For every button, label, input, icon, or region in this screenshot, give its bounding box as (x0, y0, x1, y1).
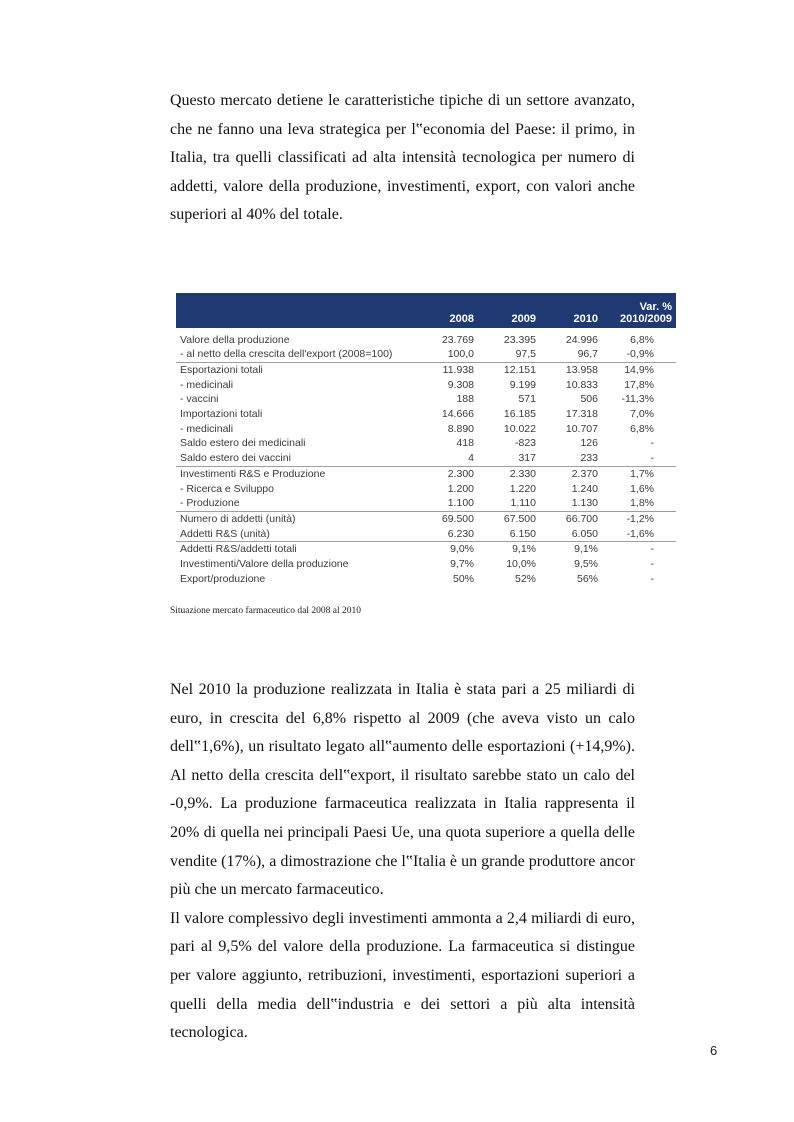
header-2008: 2008 (449, 313, 474, 325)
cell-2008: 188 (456, 393, 474, 406)
page-number: 6 (710, 1043, 718, 1058)
table-row (176, 407, 676, 422)
cell-2008: 4 (468, 452, 474, 465)
cell-2008: 2.300 (420, 466, 482, 481)
cell-var: 1,8% (630, 497, 654, 510)
cell-2008: 50% (452, 572, 474, 585)
cell-2010: 9,5% (574, 557, 598, 570)
cell-2009: 67.500 (482, 511, 544, 526)
body-paragraph-1: Nel 2010 la produzione realizzata in Italia è stata pari a 25 miliardi di euro, in crescita del 6,8% rispetto al 2009 (che aveva visto un calo dell‟1,6%), un risultato legato all‟aumento delle esportazioni (+14,9%). Al netto della crescita dell‟export, il risultato sarebbe stato un calo del -0,9%. La produzione farmaceutica realizzata in Italia rappresenta il 20% di quella nei principali Paesi Ue, una quota superiore a quella delle vendite (17%), a dimostrazione che l‟Italia è un grande produttore ancor più che un mercato farmaceutico. (170, 681, 635, 899)
cell-2010: 96,7 (577, 348, 598, 361)
cell-2009: 16.185 (503, 408, 536, 421)
table-row (176, 541, 676, 556)
row-label: Investimenti/Valore della produzione (180, 557, 349, 570)
row-label: Esportazioni totali (176, 362, 420, 377)
header-var-line2: 2010/2009 (620, 313, 672, 325)
cell-2009: 12.151 (482, 362, 544, 377)
cell-2009: 9,1% (482, 541, 544, 556)
data-table (176, 293, 676, 586)
cell-2009: 1.220 (509, 482, 536, 495)
cell-2008: 1.200 (447, 482, 474, 495)
cell-2009: 52% (514, 572, 536, 585)
cell-2010: 13.958 (544, 362, 606, 377)
cell-2008: 418 (456, 437, 474, 450)
table-body (176, 328, 676, 586)
cell-2010: 233 (580, 452, 598, 465)
cell-2009: 2.330 (482, 466, 544, 481)
header-label (176, 293, 420, 328)
table-row (176, 466, 676, 481)
row-label: Valore della produzione (180, 333, 290, 346)
cell-var: -1,6% (626, 527, 654, 540)
cell-2010: 56% (576, 572, 598, 585)
cell-var: - (650, 437, 654, 450)
cell-2008: 6.230 (447, 527, 474, 540)
table-row (176, 362, 676, 377)
row-label: - Ricerca e Sviluppo (180, 482, 274, 495)
cell-var: - (650, 452, 654, 465)
cell-2010: 126 (580, 437, 598, 450)
table-row (176, 328, 676, 347)
row-label: - Produzione (180, 497, 240, 510)
cell-2009: 9.199 (509, 378, 536, 391)
cell-2008: 23.769 (441, 333, 474, 346)
cell-2008: 9.308 (447, 378, 474, 391)
cell-var: 6,8% (630, 333, 654, 346)
cell-2008: 8.890 (447, 422, 474, 435)
cell-2009: 23.395 (503, 333, 536, 346)
header-2010: 2010 (573, 313, 598, 325)
table-row (176, 451, 676, 466)
market-table (176, 293, 676, 586)
cell-var: 7,0% (630, 408, 654, 421)
cell-2008: 69.500 (420, 511, 482, 526)
cell-2008: 9,7% (450, 557, 474, 570)
body-paragraph-2: Il valore complessivo degli investimenti ammonta a 2,4 miliardi di euro, pari al 9,5% del valore della produzione. La farmaceutica si distingue per valore aggiunto, retribuzioni, investimenti, esportazioni superiori a quelli della media dell‟industria e dei settori a più alta intensità tecnologica. (170, 909, 635, 1042)
cell-2010: 1.240 (571, 482, 598, 495)
cell-var: -11,3% (621, 393, 654, 406)
header-var-line1: Var. % (639, 301, 672, 313)
table-row (176, 392, 676, 407)
row-label: Addetti R&S (unità) (180, 527, 270, 540)
cell-2008: 1.100 (447, 497, 474, 510)
table-row (176, 511, 676, 526)
cell-2010: 6.050 (571, 527, 598, 540)
cell-var: 6,8% (630, 422, 654, 435)
cell-2010: 66.700 (544, 511, 606, 526)
cell-2010: 24.996 (565, 333, 598, 346)
cell-2009: 6.150 (509, 527, 536, 540)
cell-var: - (650, 572, 654, 585)
cell-var: -1,2% (606, 511, 676, 526)
cell-2008: 14.666 (441, 408, 474, 421)
cell-2010: 10.833 (565, 378, 598, 391)
table-row (176, 526, 676, 541)
body-text (170, 676, 635, 1048)
table-row (176, 436, 676, 451)
table-row (176, 377, 676, 392)
cell-var: 1,7% (606, 466, 676, 481)
cell-var: 17,8% (624, 378, 654, 391)
row-label: - vaccini (180, 393, 219, 406)
cell-2010: 10.707 (565, 422, 598, 435)
cell-2009: 97,5 (515, 348, 536, 361)
row-label: Importazioni totali (180, 408, 263, 421)
row-label: Export/produzione (180, 572, 266, 585)
cell-2008: 9,0% (420, 541, 482, 556)
cell-2009: 1.110 (510, 497, 536, 510)
cell-var: - (650, 557, 654, 570)
cell-var: 1,6% (630, 482, 654, 495)
cell-2009: 571 (518, 393, 536, 406)
cell-2009: 10,0% (506, 557, 536, 570)
table-row (176, 571, 676, 586)
table-row (176, 496, 676, 511)
cell-2009: -823 (514, 437, 536, 450)
intro-text: Questo mercato detiene le caratteristiche tipiche di un settore avanzato, che ne fanno una leva strategica per l‟economia del Paese: il primo, in Italia, tra quelli classificati ad alta intensità tecnologica per numero di addetti, valore della produzione, investimenti, export, con valori anche superiori al 40% del totale. (170, 92, 635, 224)
header-var (606, 293, 676, 328)
table-row (176, 557, 676, 572)
row-label: Investimenti R&S e Produzione (176, 466, 420, 481)
cell-2009: 10.022 (503, 422, 536, 435)
cell-var: - (606, 541, 676, 556)
cell-2010: 2.370 (544, 466, 606, 481)
row-label: Saldo estero dei medicinali (180, 437, 306, 450)
cell-2010: 17.318 (565, 408, 598, 421)
row-label: - medicinali (180, 422, 234, 435)
row-label: - medicinali (180, 378, 234, 391)
cell-2008: 11.938 (420, 362, 482, 377)
table-caption: Situazione mercato farmaceutico dal 2008 al 2010 (170, 606, 361, 616)
cell-2008: 100,0 (447, 348, 474, 361)
intro-paragraph (170, 87, 635, 230)
row-label: - al netto della crescita dell'export (2008=100) (180, 348, 393, 361)
cell-var: -0,9% (626, 348, 654, 361)
table-row (176, 421, 676, 436)
cell-2010: 1.130 (571, 497, 598, 510)
cell-2009: 317 (518, 452, 536, 465)
table-header-row (176, 293, 676, 328)
row-label: Saldo estero dei vaccini (180, 452, 291, 465)
header-2009: 2009 (511, 313, 536, 325)
table-row (176, 347, 676, 362)
cell-var: 14,9% (606, 362, 676, 377)
cell-2010: 9,1% (544, 541, 606, 556)
row-label: Numero di addetti (unità) (176, 511, 420, 526)
row-label: Addetti R&S/addetti totali (176, 541, 420, 556)
cell-2010: 506 (580, 393, 598, 406)
table-row (176, 481, 676, 496)
